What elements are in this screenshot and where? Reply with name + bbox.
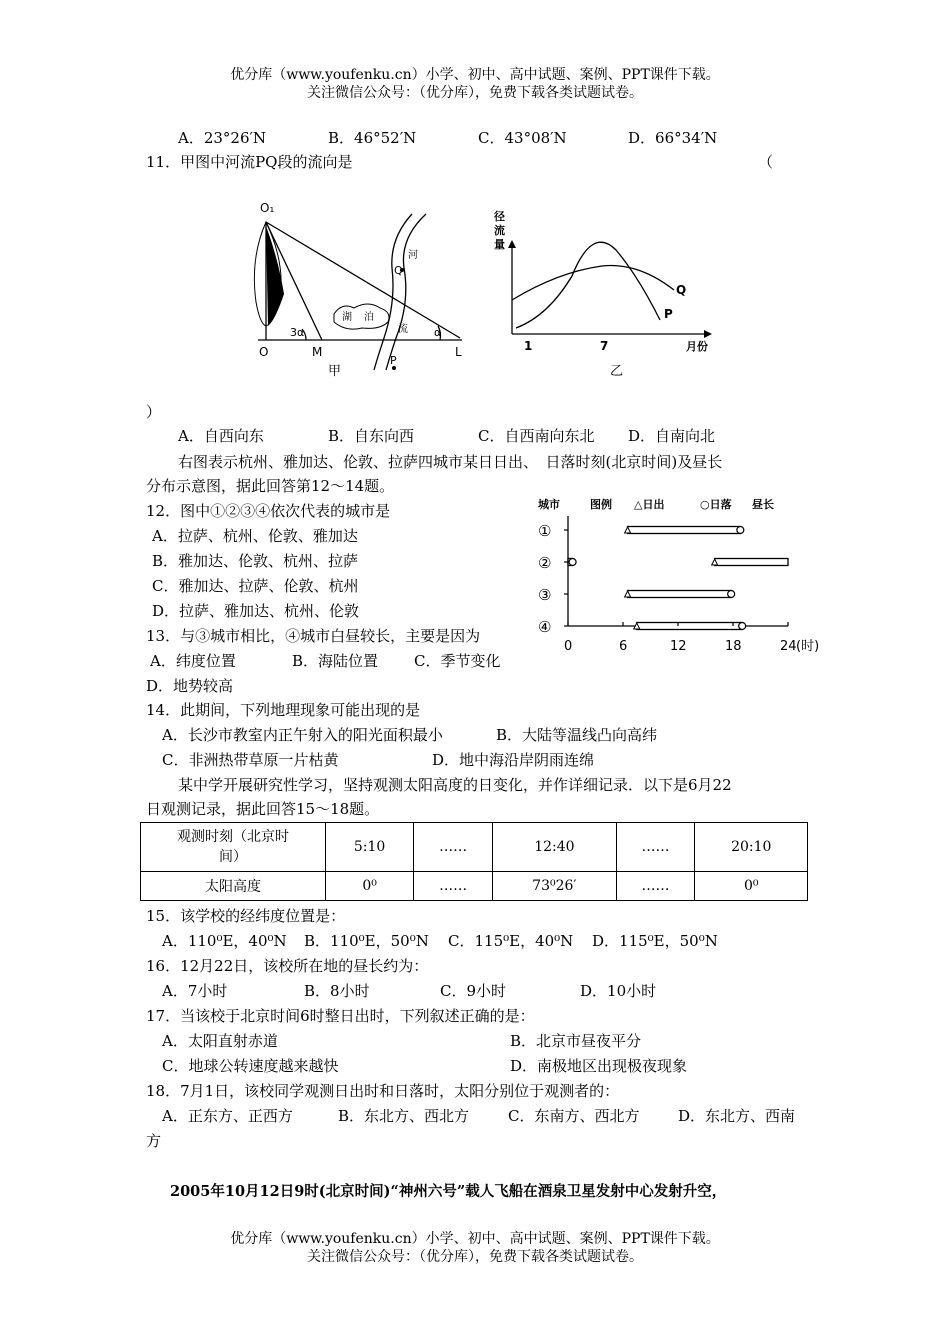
table-cell: …… — [414, 872, 493, 901]
chart-sunset-marker — [739, 623, 746, 630]
chart-legend-label: 图例 — [590, 498, 612, 511]
q11-close-paren: ） — [146, 403, 162, 421]
table-row — [141, 823, 808, 872]
label-p: P — [390, 354, 397, 367]
q18-option-b: B．东北方、西北方 — [338, 1107, 470, 1125]
chart-sunset-marker — [737, 527, 744, 534]
label-angle-a: α — [434, 326, 442, 339]
q12-option-c: C．雅加达、拉萨、伦敦、杭州 — [152, 577, 359, 595]
q18-option-c: C．东南方、西北方 — [508, 1107, 640, 1125]
q17-option-d: D．南极地区出现极夜现象 — [510, 1057, 688, 1075]
table-header-time-b: 间） — [219, 849, 247, 865]
q15-option-d: D．115⁰E，50⁰N — [592, 932, 718, 950]
table-row — [141, 872, 808, 901]
q17-option-a: A．太阳直射赤道 — [162, 1032, 278, 1050]
q14-stem: 14．此期间，下列地理现象可能出现的是 — [146, 701, 421, 719]
header-line-1: 优分库（www.youfenku.cn）小学、初中、高中试题、案例、PPT课件下载。 — [230, 67, 720, 83]
footer-line-1: 优分库（www.youfenku.cn）小学、初中、高中试题、案例、PPT课件下载。 — [230, 1231, 720, 1247]
chart-category-label: ④ — [538, 618, 552, 636]
q16-option-a: A．7小时 — [162, 982, 228, 1000]
chart-category-label: ② — [538, 554, 552, 572]
q12-option-a: A．拉萨、杭州、伦敦、雅加达 — [152, 527, 358, 545]
q17-option-b: B．北京市昼夜平分 — [510, 1032, 642, 1050]
yi-tick-1: 1 — [524, 339, 533, 353]
q11-stem: 11．甲图中河流PQ段的流向是 — [146, 153, 353, 171]
q15-stem: 15．该学校的经纬度位置是： — [146, 907, 346, 925]
chart-category-label: ③ — [538, 586, 552, 604]
chart-legend-sunset: ○日落 — [700, 498, 732, 511]
chart-tick-label: 6 — [619, 639, 628, 654]
yi-ylabel-1: 径 — [494, 210, 505, 223]
q11-option-d: D．自南向北 — [628, 427, 716, 445]
yi-series-q: Q — [676, 283, 687, 297]
q17-stem: 17．当该校于北京时间6时整日出时，下列叙述正确的是： — [146, 1007, 535, 1025]
header-line-2: 关注微信公众号：（优分库），免费下载各类试题试卷。 — [307, 85, 643, 101]
figure-jia — [250, 198, 470, 378]
chart-daylength-bar — [628, 527, 741, 534]
chart-xlabel: (时) — [796, 639, 820, 654]
q17-option-c: C．地球公转速度越来越快 — [162, 1057, 339, 1075]
chart-daylength-bar — [628, 591, 732, 598]
yi-ylabel-3: 量 — [494, 238, 505, 251]
q12-stem: 12．图中①②③④依次代表的城市是 — [146, 502, 391, 520]
label-m: M — [312, 345, 323, 359]
intro-12-14-line-2: 分布示意图，据此回答第12～14题。 — [146, 477, 395, 495]
chart-tick-label: 12 — [670, 639, 687, 654]
q11-option-a: A．自西向东 — [178, 427, 264, 445]
q14-option-d: D．地中海沿岸阴雨连绵 — [432, 751, 595, 769]
chart-legend-daylength: 昼长 — [752, 498, 774, 511]
chart-daylength-bar — [715, 559, 788, 566]
table-cell: 5:10 — [326, 823, 414, 872]
q13-option-c: C．季节变化 — [414, 652, 501, 670]
q18-option-d: D．东北方、西南 — [678, 1107, 796, 1125]
label-l: L — [455, 345, 462, 359]
q18-option-d-tail: 方 — [146, 1132, 162, 1150]
daylength-chart — [530, 492, 840, 672]
q16-option-b: B．8小时 — [304, 982, 370, 1000]
yi-series-p: P — [664, 307, 673, 321]
closing-paragraph: 2005年10月12日9时(北京时间)“神州六号”载人飞船在酒泉卫星发射中心发射升空， — [170, 1183, 727, 1200]
label-river-1: 河 — [408, 250, 418, 261]
label-angle-3a: 3α — [290, 326, 305, 339]
figure-yi-caption: 乙 — [610, 364, 624, 379]
footer-line-2: 关注微信公众号：（优分库），免费下载各类试题试卷。 — [307, 1249, 643, 1265]
q11-option-c: C．自西南向东北 — [478, 427, 595, 445]
table-header-altitude: 太阳高度 — [141, 872, 326, 901]
table-cell: 73⁰26′ — [493, 872, 617, 901]
yi-tick-7: 7 — [600, 339, 609, 353]
chart-category-label: ① — [538, 522, 552, 540]
q16-stem: 16．12月22日，该校所在地的昼长约为： — [146, 957, 429, 975]
q10-option-a: A．23°26′N — [178, 129, 267, 147]
q18-option-a: A．正东方、正西方 — [162, 1107, 293, 1125]
q13-stem: 13．与③城市相比，④城市白昼较长，主要是因为 — [146, 627, 481, 645]
q16-option-c: C．9小时 — [440, 982, 507, 1000]
q13-option-b: B．海陆位置 — [292, 652, 379, 670]
q12-option-b: B．雅加达、伦敦、杭州、拉萨 — [152, 552, 359, 570]
q15-option-c: C．115⁰E，40⁰N — [448, 932, 574, 950]
q16-option-d: D．10小时 — [580, 982, 657, 1000]
label-q: Q — [394, 264, 403, 277]
q14-option-a: A．长沙市教室内正午射入的阳光面积最小 — [162, 726, 443, 744]
q10-option-d: D．66°34′N — [628, 129, 718, 147]
observation-table — [140, 822, 808, 901]
q14-option-b: B．大陆等温线凸向高纬 — [496, 726, 658, 744]
chart-legend-sunrise: △日出 — [634, 498, 665, 511]
chart-daylength-bar — [637, 623, 742, 630]
q12-option-d: D．拉萨、雅加达、杭州、伦敦 — [152, 602, 360, 620]
q13-option-a: A．纬度位置 — [150, 652, 236, 670]
q14-option-c: C．非洲热带草原一片枯黄 — [162, 751, 339, 769]
intro-15-18-line-2: 日观测记录，据此回答15～18题。 — [146, 800, 380, 818]
yi-xlabel: 月份 — [686, 340, 708, 353]
q11-option-b: B．自东向西 — [328, 427, 415, 445]
label-river-2: 流 — [398, 324, 408, 335]
table-cell: …… — [616, 823, 695, 872]
label-lake-2: 泊 — [364, 312, 374, 323]
label-lake-1: 湖 — [342, 312, 352, 323]
table-header-time-a: 观测时刻（北京时 — [177, 829, 289, 845]
chart-sunset-marker — [728, 591, 735, 598]
chart-tick-label: 18 — [725, 639, 742, 654]
chart-tick-label: 24 — [780, 639, 797, 654]
figure-jia-caption: 甲 — [328, 364, 342, 379]
table-cell: …… — [414, 823, 493, 872]
table-cell: …… — [616, 872, 695, 901]
q11-open-paren: （ — [758, 153, 774, 171]
label-o: O — [259, 345, 269, 359]
q18-stem: 18．7月1日，该校同学观测日出时和日落时，太阳分别位于观测者的： — [146, 1082, 620, 1100]
chart-tick-label: 0 — [564, 639, 573, 654]
intro-12-14-line-1: 右图表示杭州、雅加达、伦敦、拉萨四城市某日日出、 日落时刻(北京时间)及昼长 — [178, 453, 723, 471]
q15-option-b: B．110⁰E，50⁰N — [304, 932, 429, 950]
table-header-time — [141, 823, 326, 872]
table-cell: 20:10 — [695, 823, 808, 872]
table-cell: 0⁰ — [326, 872, 414, 901]
figure-yi — [488, 206, 718, 354]
table-cell: 0⁰ — [695, 872, 808, 901]
table-cell: 12:40 — [493, 823, 617, 872]
q15-option-a: A．110⁰E，40⁰N — [162, 932, 287, 950]
chart-legend-city: 城市 — [538, 498, 560, 511]
label-o1: O₁ — [260, 201, 275, 215]
intro-15-18-line-1: 某中学开展研究性学习，坚持观测太阳高度的日变化，并作详细记录．以下是6月22 — [178, 776, 732, 794]
q10-option-b: B．46°52′N — [328, 129, 417, 147]
yi-ylabel-2: 流 — [494, 224, 505, 237]
q10-option-c: C．43°08′N — [478, 129, 567, 147]
chart-sunset-marker — [569, 559, 576, 566]
q13-option-d: D．地势较高 — [146, 677, 234, 695]
